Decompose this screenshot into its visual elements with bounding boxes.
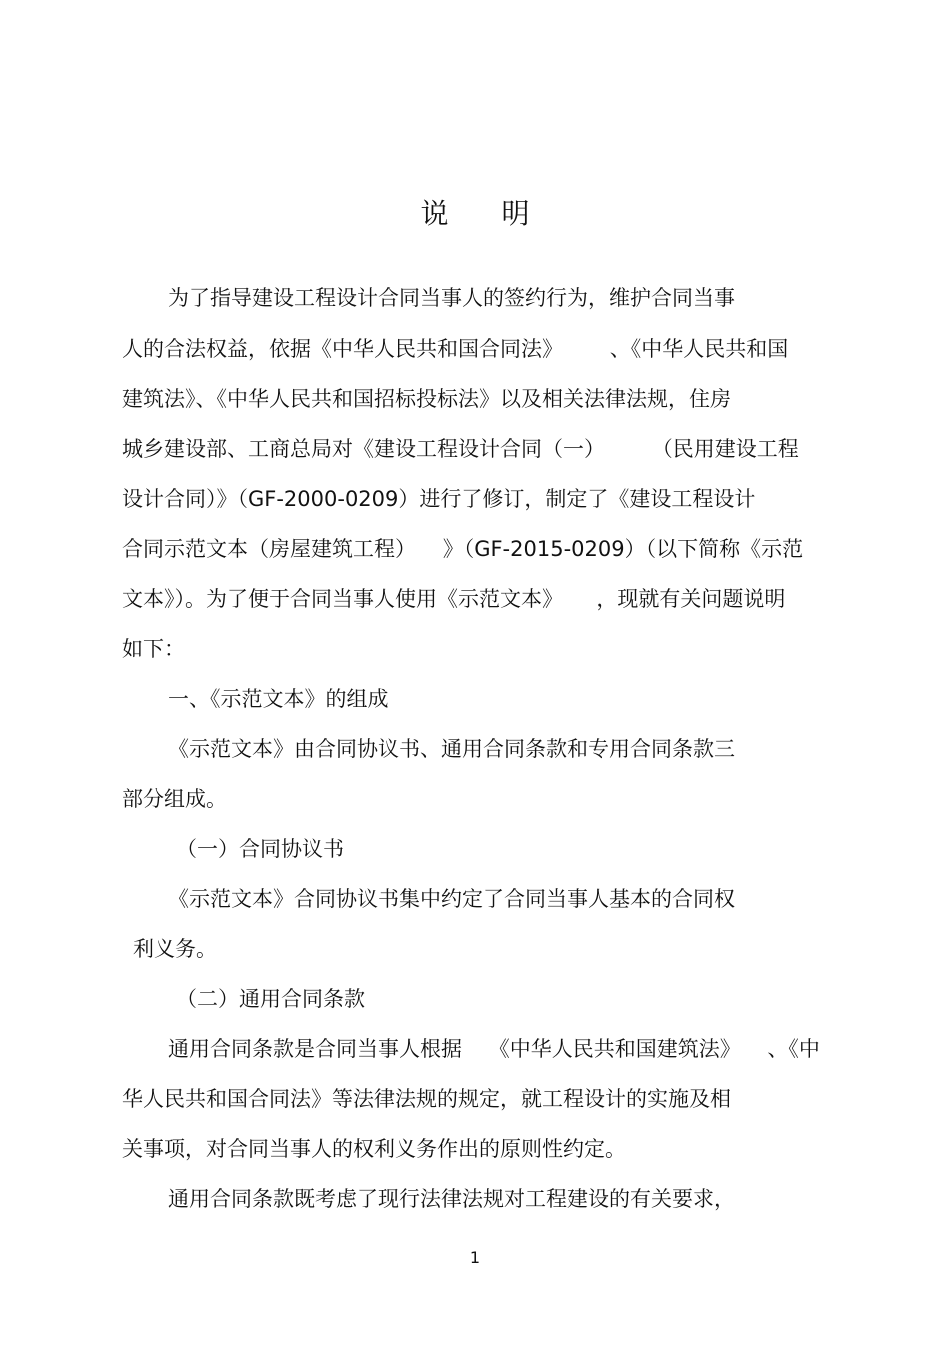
paragraph-line: 通用合同条款既考虑了现行法律法规对工程建设的有关要求， [168, 1187, 735, 1211]
section-heading: 一、《示范文本》的组成 [168, 687, 389, 711]
paragraph-line: 关事项，对合同当事人的权利义务作出的原则性约定。 [122, 1137, 626, 1161]
paragraph-line: 《示范文本》合同协议书集中约定了合同当事人基本的合同权 [168, 887, 735, 911]
paragraph-line: 部分组成。 [122, 787, 227, 811]
paragraph-line: 人的合法权益，依据《中华人民共和国合同法》 、《中华人民共和国 [122, 337, 789, 361]
subsection-heading: （二）通用合同条款 [176, 987, 365, 1011]
paragraph-line: 《示范文本》由合同协议书、通用合同条款和专用合同条款三 [168, 737, 735, 761]
paragraph-line: 利义务。 [133, 937, 217, 961]
subsection-heading: （一）合同协议书 [176, 837, 344, 861]
paragraph-line: 建筑法》、《中华人民共和国招标投标法》以及相关法律法规，住房 [122, 387, 731, 411]
paragraph-line: 通用合同条款是合同当事人根据 《中华人民共和国建筑法》 、《中 [168, 1037, 820, 1061]
paragraph-line: 如下： [122, 637, 185, 661]
paragraph-line: 华人民共和国合同法》等法律法规的规定，就工程设计的实施及相 [122, 1087, 731, 1111]
paragraph-line: 设计合同）》（GF-2000-0209）进行了修订，制定了《建设工程设计 [122, 487, 756, 511]
paragraph-line: 合同示范文本（房屋建筑工程） 》（GF-2015-0209）（以下简称《示范 [122, 537, 804, 561]
paragraph-line: 为了指导建设工程设计合同当事人的签约行为，维护合同当事 [168, 286, 735, 310]
paragraph-line: 城乡建设部、工商总局对《建设工程设计合同（一） （民用建设工程 [122, 437, 799, 461]
document-title: 说 明 [420, 197, 552, 230]
paragraph-line: 文本》）。为了便于合同当事人使用《示范文本》 ，现就有关问题说明 [122, 587, 786, 611]
page-number: 1 [469, 1248, 481, 1267]
